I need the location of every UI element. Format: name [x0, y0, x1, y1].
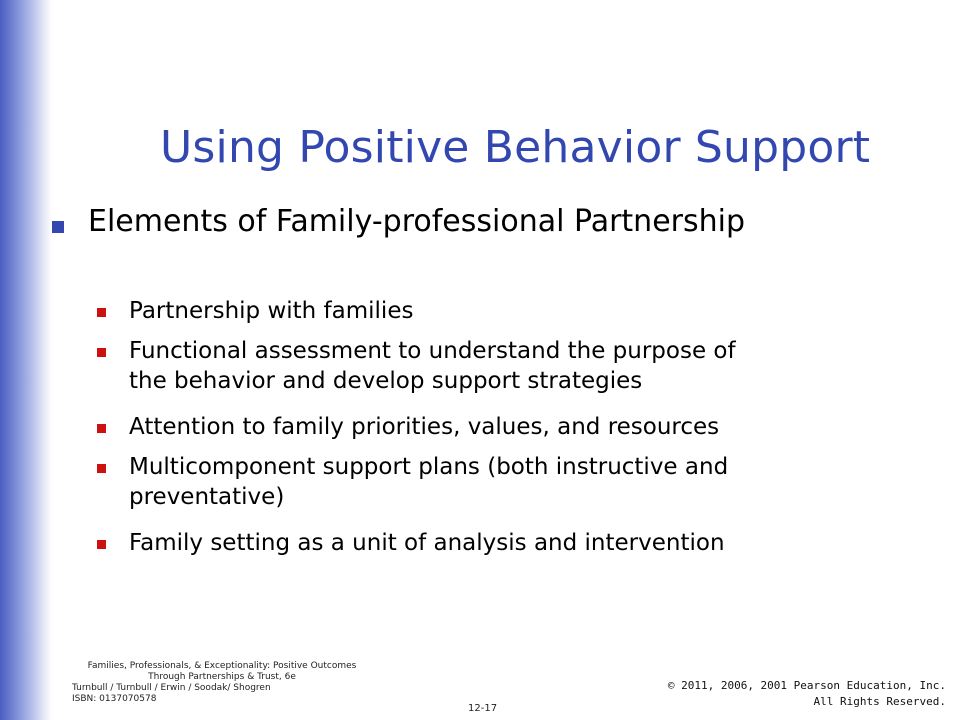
copyright-line2: All Rights Reserved.	[813, 695, 946, 708]
sub-bullet-marker	[97, 464, 106, 473]
sub-bullet-marker	[97, 540, 106, 549]
sub-bullet-marker	[97, 308, 106, 317]
sub-bullet-text: Attention to family priorities, values, and resources	[129, 414, 720, 440]
sub-bullet-text: Family setting as a unit of analysis and intervention	[129, 530, 725, 556]
book-authors: Turnbull / Turnbull / Erwin / Soodak/ Shogren	[72, 683, 271, 693]
sub-bullet-marker	[97, 348, 106, 357]
sub-bullet-text: the behavior and develop support strategies	[129, 368, 643, 394]
book-isbn: ISBN: 0137070578	[72, 694, 157, 704]
copyright	[668, 678, 946, 710]
page-number: 12-17	[468, 703, 498, 714]
sub-bullet-marker	[97, 424, 106, 433]
main-bullet-text: Elements of Family-professional Partnership	[88, 204, 746, 239]
sub-bullet-text: Multicomponent support plans (both instructive and	[129, 454, 729, 480]
side-gradient-bar	[0, 0, 52, 720]
main-bullet-marker	[52, 221, 64, 233]
copyright-line1: © 2011, 2006, 2001 Pearson Education, Inc.	[667, 679, 946, 692]
book-title-line2: Through Partnerships & Trust, 6e	[148, 672, 296, 682]
book-citation	[62, 661, 382, 705]
sub-bullet-text: Functional assessment to understand the purpose of	[129, 338, 736, 364]
sub-bullet-text: preventative)	[129, 484, 285, 510]
sub-bullet-text: Partnership with families	[129, 298, 414, 324]
slide-title: Using Positive Behavior Support	[160, 122, 871, 173]
book-title-line1: Families, Professionals, & Exceptionality: Positive Outcomes	[87, 661, 357, 671]
